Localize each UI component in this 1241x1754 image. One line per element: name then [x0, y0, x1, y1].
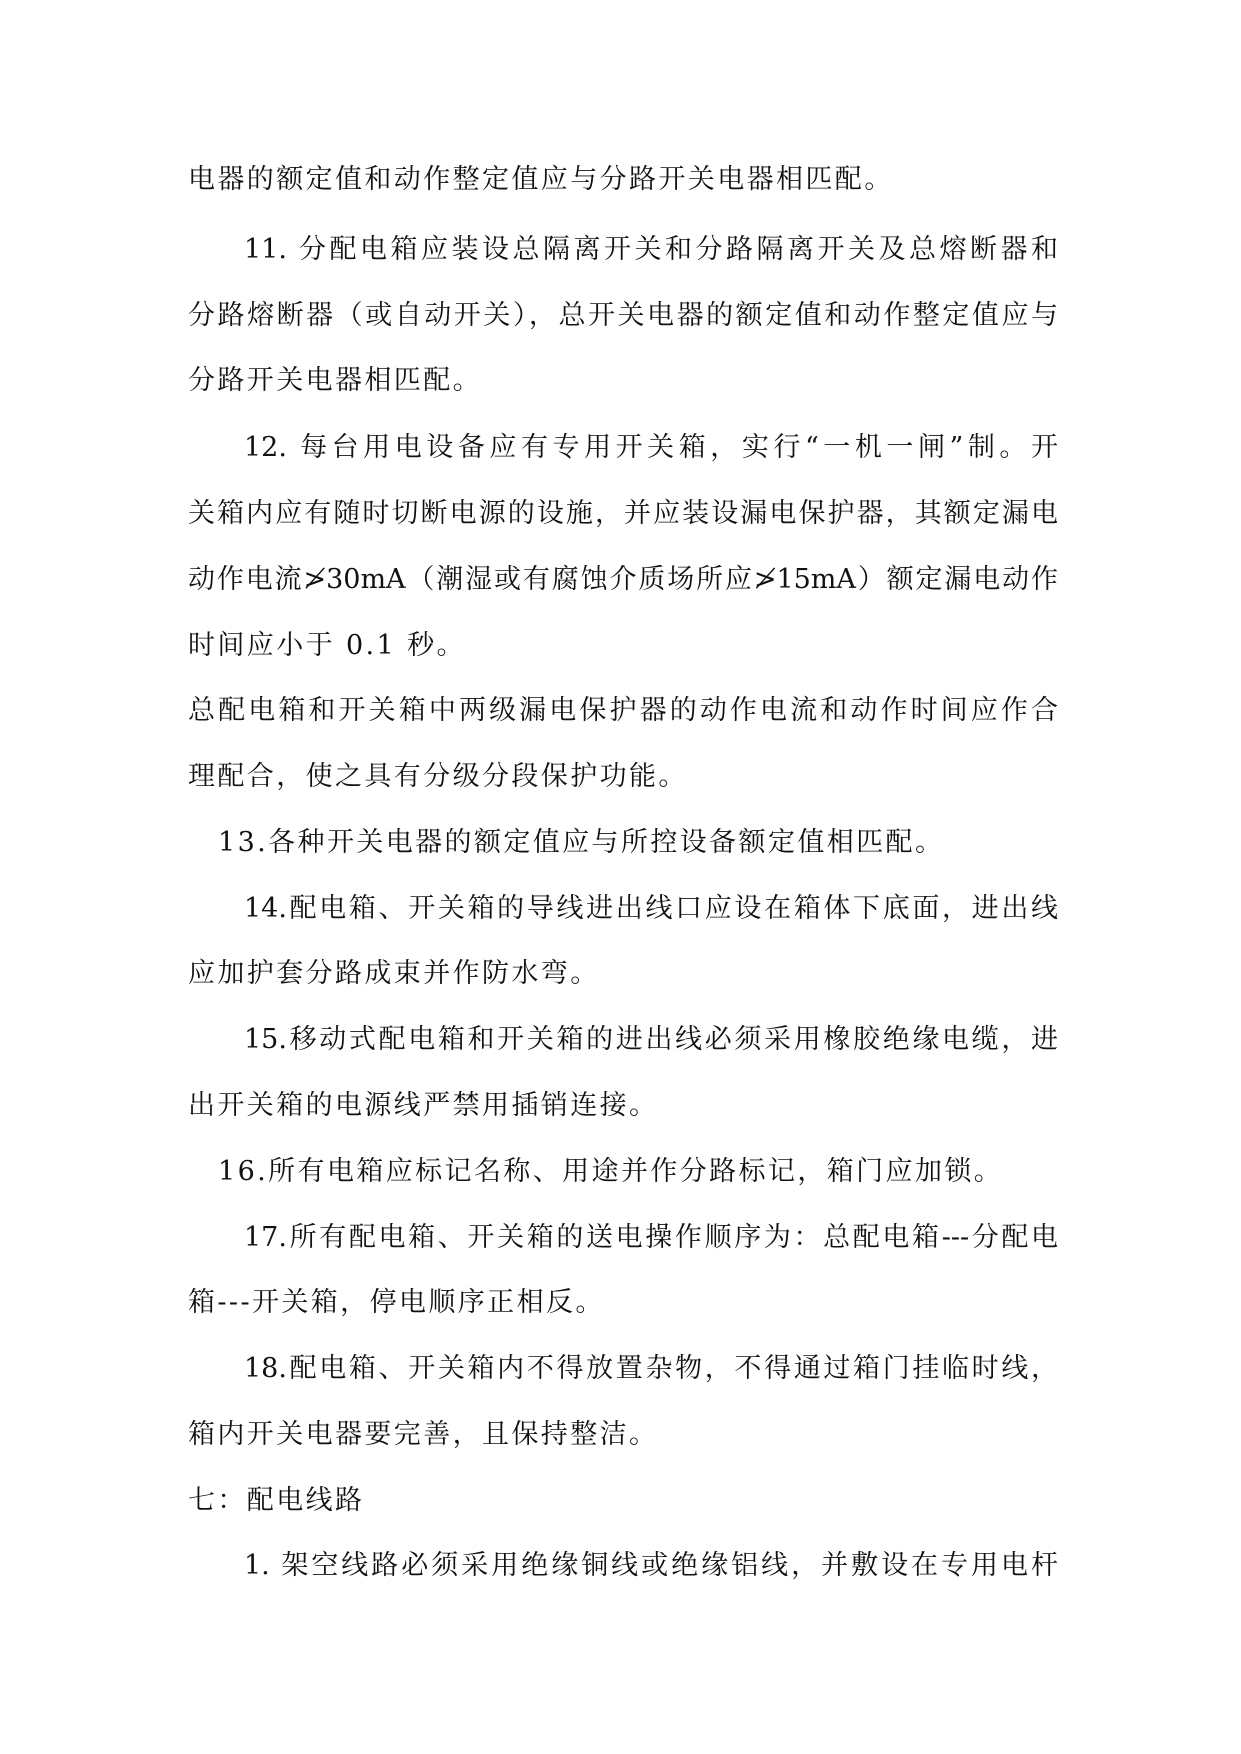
text-line: 动作电流≯30mA（潮湿或有腐蚀介质场所应≯15mA）额定漏电动作 — [188, 564, 1058, 595]
text-line: 14.配电箱、开关箱的导线进出线口应设在箱体下底面，进出线 — [244, 893, 1058, 924]
text-line: 箱---开关箱，停电顺序正相反。 — [188, 1287, 605, 1318]
text-line: 17.所有配电箱、开关箱的送电操作顺序为：总配电箱---分配电 — [244, 1222, 1058, 1253]
text-line: 应加护套分路成束并作防水弯。 — [188, 958, 600, 989]
text-line: 电器的额定值和动作整定值应与分路开关电器相匹配。 — [188, 164, 894, 195]
text-line: 理配合，使之具有分级分段保护功能。 — [188, 761, 688, 792]
text-line: 总配电箱和开关箱中两级漏电保护器的动作电流和动作时间应作合 — [188, 695, 1058, 726]
text-line: 箱内开关电器要完善，且保持整洁。 — [188, 1419, 659, 1450]
text-line: 分路开关电器相匹配。 — [188, 365, 482, 396]
text-line: 13.各种开关电器的额定值应与所控设备额定值相匹配。 — [218, 827, 945, 858]
text-line: 16.所有电箱应标记名称、用途并作分路标记，箱门应加锁。 — [218, 1156, 1004, 1187]
text-line: 1. 架空线路必须采用绝缘铜线或绝缘铝线，并敷设在专用电杆 — [244, 1550, 1058, 1581]
text-line: 12. 每台用电设备应有专用开关箱，实行“一机一闸”制。开 — [244, 432, 1058, 463]
text-line: 15.移动式配电箱和开关箱的进出线必须采用橡胶绝缘电缆，进 — [244, 1024, 1058, 1055]
text-line: 11. 分配电箱应装设总隔离开关和分路隔离开关及总熔断器和 — [244, 234, 1058, 265]
section-heading: 七：配电线路 — [188, 1485, 365, 1516]
text-line: 出开关箱的电源线严禁用插销连接。 — [188, 1090, 659, 1121]
text-line: 18.配电箱、开关箱内不得放置杂物，不得通过箱门挂临时线， — [244, 1353, 1058, 1384]
text-line: 时间应小于 0.1 秒。 — [188, 630, 466, 661]
text-line: 关箱内应有随时切断电源的设施，并应装设漏电保护器，其额定漏电 — [188, 498, 1058, 529]
text-line: 分路熔断器（或自动开关），总开关电器的额定值和动作整定值应与 — [188, 300, 1058, 331]
